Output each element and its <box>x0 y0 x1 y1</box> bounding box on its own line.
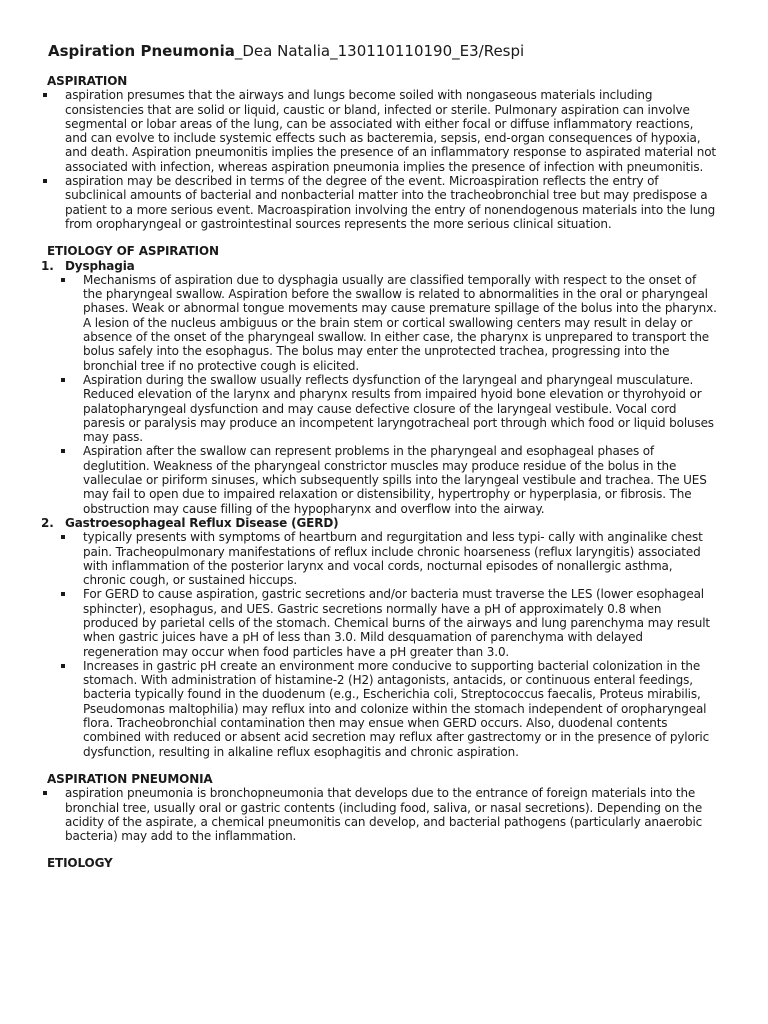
title-author-info: _Dea Natalia_130110110190_E3/Respi <box>234 42 525 60</box>
dysphagia-bullet: Mechanisms of aspiration due to dysphagia usually are classified temporally with respect to the onset of the pharyngeal swallow. Aspiration before the swallow is related to abnormalities in the oral or pharyngeal phases. Weak or abnormal tongue movements may cause premature spillage of the bolus into the pharynx. A lesion of the nucleus ambiguus or the brain stem or cortical swallowing centers may result in delay or absence of the onset of the pharyngeal swallow. In either case, the pharynx is unprepared to transport the bolus safely into the esophagus. The bolus may enter the unprotected trachea, progressing into the bronchial tree if no protective cough is elicited. <box>65 273 768 373</box>
item-number: 2. <box>41 515 54 530</box>
gerd-bullet: Increases in gastric pH create an environment more conducive to supporting bacterial colonization in the stomach. With administration of histamine-2 (H2) antagonists, antacids, or continuous enteral feedings, bacteria typically found in the duodenum (e.g., Escherichia coli, Streptococcus faecalis, Proteus mirabilis, Pseudomonas maltophilia) may reflux into and colonize within the stomach independent of oropharyngeal flora. Tracheobronchial contamination then may ensue when GERD occurs. Also, duodenal contents combined with reduced or absent acid secretion may reflux after gastrectomy or in the presence of pyloric dysfunction, resulting in alkaline reflux esophagitis and chronic aspiration. <box>65 659 768 759</box>
etiology-item-gerd <box>0 516 768 759</box>
section-heading-aspiration-pneumonia: ASPIRATION PNEUMONIA <box>47 771 213 786</box>
document-body <box>0 74 768 871</box>
title-topic: Aspiration Pneumonia <box>48 42 235 60</box>
item-title-dysphagia: Dysphagia <box>65 258 135 273</box>
section-heading-etiology: ETIOLOGY <box>47 856 113 871</box>
document-title <box>48 41 524 61</box>
aspiration-bullet: aspiration may be described in terms of the degree of the event. Microaspiration reflects the entry of subclinical amounts of bacterial and nonbacterial matter into the tracheobronchial tree but may predispose a patient to a more serious event. Macroaspiration involving the entry of nonendogenous materials into the lung from oropharyngeal or gastrointestinal sources represents the more serious clinical situation. <box>0 174 768 231</box>
dysphagia-bullet: Aspiration during the swallow usually reflects dysfunction of the laryngeal and pharyngeal musculature. Reduced elevation of the larynx and pharynx results from impaired hyoid bone elevation or thyrohyoid or palatopharyngeal dysfunction and may cause defective closure of the laryngeal vestibule. Vocal cord paresis or paralysis may produce an incompetent laryngotracheal port through which food or liquid boluses may pass. <box>65 373 768 444</box>
aspiration-bullet-list <box>0 88 768 231</box>
aspiration-bullet: aspiration presumes that the airways and lungs become soiled with nongaseous materials including consistencies that are solid or liquid, caustic or bland, infected or sterile. Pulmonary aspiration can involve segmental or lobar areas of the lung, can be associated with either focal or diffuse inflammatory reactions, and can evolve to include systemic effects such as bacteremia, sepsis, end-organ consequences of hypoxia, and death. Aspiration pneumonitis implies the presence of an inflammatory response to aspirated material not associated with infection, whereas aspiration pneumonia implies the presence of infection with pneumonitis. <box>0 88 768 174</box>
gerd-bullet: typically presents with symptoms of heartburn and regurgitation and less typi- cally with anginalike chest pain. Tracheopulmonary manifestations of reflux include chronic hoarseness (reflux laryngitis) associated with inflammation of the posterior larynx and vocal cords, nocturnal episodes of nonallergic asthma, chronic cough, or sustained hiccups. <box>65 530 768 587</box>
etiology-numbered-list <box>0 259 768 759</box>
section-heading-aspiration: ASPIRATION <box>47 74 128 88</box>
aspiration-pneumonia-bullet: aspiration pneumonia is bronchopneumonia that develops due to the entrance of foreign materials into the bronchial tree, usually oral or gastric contents (including food, saliva, or nasal secretions). Depending on the acidity of the aspirate, a chemical pneumonitis can develop, and bacterial pathogens (particularly anaerobic bacteria) may add to the inflammation. <box>0 786 768 843</box>
gerd-bullet: For GERD to cause aspiration, gastric secretions and/or bacteria must traverse the LES (lower esophageal sphincter), esophagus, and UES. Gastric secretions normally have a pH of approximately 0.8 when produced by parietal cells of the stomach. Chemical burns of the airways and lung parenchyma may result when gastric juices have a pH of less than 3.0. Mild desquamation of parenchyma with delayed regeneration may occur when food particles have a pH greater than 3.0. <box>65 587 768 658</box>
item-number: 1. <box>41 258 54 273</box>
etiology-item-dysphagia <box>0 259 768 516</box>
item-title-gerd: Gastroesophageal Reflux Disease (GERD) <box>65 515 339 530</box>
dysphagia-bullet: Aspiration after the swallow can represent problems in the pharyngeal and esophageal phases of deglutition. Weakness of the pharyngeal constrictor muscles may produce residue of the bolus in the valleculae or piriform sinuses, which subsequently spills into the laryngeal vestibule and trachea. The UES may fail to open due to impaired relaxation or distensibility, hypertrophy or hyperplasia, or fibrosis. The obstruction may cause filling of the hypopharynx and overflow into the airway. <box>65 444 768 515</box>
section-heading-etiology-of-aspiration: ETIOLOGY OF ASPIRATION <box>47 244 219 259</box>
gerd-bullet-list <box>65 530 768 759</box>
dysphagia-bullet-list <box>65 273 768 516</box>
aspiration-pneumonia-bullet-list <box>0 786 768 843</box>
